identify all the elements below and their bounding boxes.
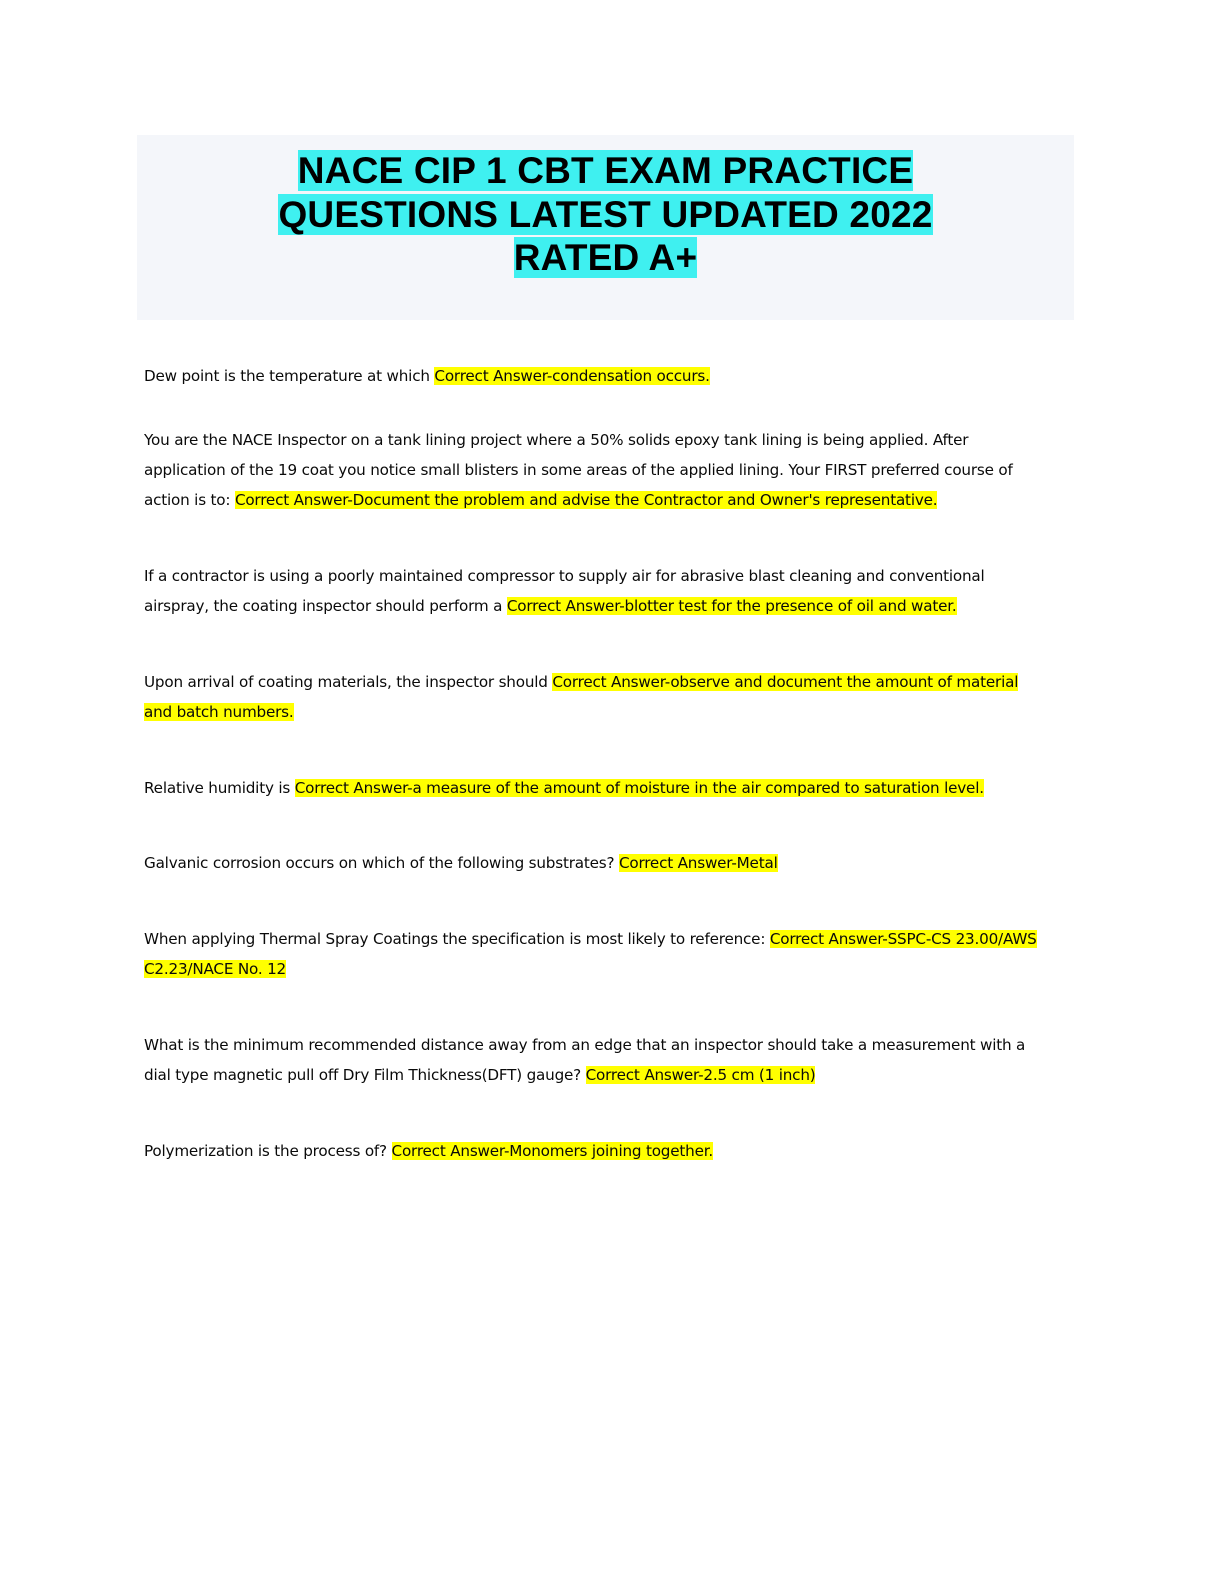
qa-item [144, 774, 1044, 804]
qa-item [144, 562, 1044, 622]
qa-answer: Correct Answer-Metal [618, 854, 778, 873]
qa-answer: Correct Answer-a measure of the amount of moisture in the air compared to saturation level. [294, 778, 984, 797]
qa-question: Polymerization is the process of? [144, 1142, 392, 1161]
qa-question: If a contractor is using a poorly maintained compressor to supply air for abrasive blast cleaning and conventional airspray, the coating inspector should perform a [144, 566, 985, 615]
qa-item [144, 1137, 1044, 1167]
qa-question: When applying Thermal Spray Coatings the specification is most likely to reference: [144, 930, 770, 949]
qa-answer: Correct Answer-condensation occurs. [434, 367, 710, 385]
qa-item [144, 925, 1044, 985]
qa-item [144, 1031, 1044, 1091]
qa-item [144, 849, 1044, 879]
qa-item [144, 668, 1044, 728]
qa-answer: Correct Answer-blotter test for the presence of oil and water. [506, 596, 957, 615]
page-title-line-2: QUESTIONS LATEST UPDATED 2022 [278, 193, 933, 235]
qa-question: What is the minimum recommended distance away from an edge that an inspector should take a measurement with a dial type magnetic pull off Dry Film Thickness(DFT) gauge? [144, 1036, 1026, 1085]
page-title [155, 149, 1056, 280]
title-block [137, 135, 1074, 320]
qa-item [144, 426, 1044, 516]
page-title-line-3: RATED A+ [513, 237, 698, 279]
qa-answer: Correct Answer-2.5 cm (1 inch) [585, 1066, 816, 1085]
qa-question: Relative humidity is [144, 778, 295, 797]
qa-question: Galvanic corrosion occurs on which of the following substrates? [144, 854, 619, 873]
qa-item [144, 362, 1044, 392]
qa-question: You are the NACE Inspector on a tank lining project where a 50% solids epoxy tank lining is being applied. After application of the 19 coat you notice small blisters in some areas of the applied lining. Your FIRST preferred course of action is to: [144, 430, 1013, 509]
qa-list [144, 362, 1044, 1213]
qa-question: Dew point is the temperature at which [144, 367, 435, 385]
qa-answer: Correct Answer-observe and document the amount of material and batch numbers. [144, 672, 1019, 721]
page-title-line-1: NACE CIP 1 CBT EXAM PRACTICE [297, 150, 914, 191]
qa-answer: Correct Answer-Document the problem and advise the Contractor and Owner's representative. [234, 490, 938, 509]
qa-answer: Correct Answer-SSPC-CS 23.00/AWS C2.23/NACE No. 12 [144, 930, 1037, 979]
qa-question: Upon arrival of coating materials, the inspector should [144, 672, 553, 691]
qa-answer: Correct Answer-Monomers joining together. [391, 1142, 713, 1161]
